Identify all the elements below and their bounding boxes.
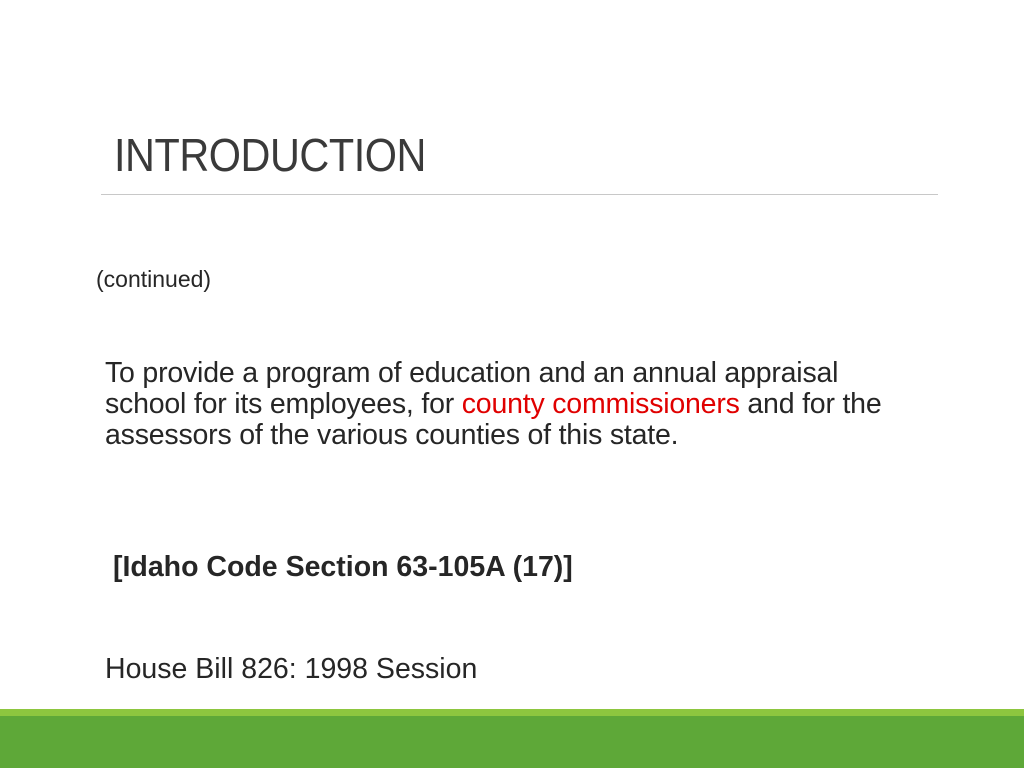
code-citation: [Idaho Code Section 63-105A (17)] bbox=[113, 551, 573, 583]
slide-title: INTRODUCTION bbox=[114, 129, 426, 181]
footer-bar bbox=[0, 716, 1024, 768]
body-paragraph bbox=[105, 358, 895, 451]
body-text-part2: and for the assessors of the various counties of this state. bbox=[105, 388, 882, 451]
body-highlight-text: county commissioners bbox=[461, 388, 740, 420]
slide-subtitle: (continued) bbox=[96, 266, 212, 292]
bill-reference: House Bill 826: 1998 Session bbox=[105, 653, 478, 685]
footer-accent-strip bbox=[0, 709, 1024, 716]
title-divider bbox=[101, 194, 938, 195]
body-text-part1: To provide a program of education and an annual appraisal school for its employees, for bbox=[105, 357, 839, 420]
